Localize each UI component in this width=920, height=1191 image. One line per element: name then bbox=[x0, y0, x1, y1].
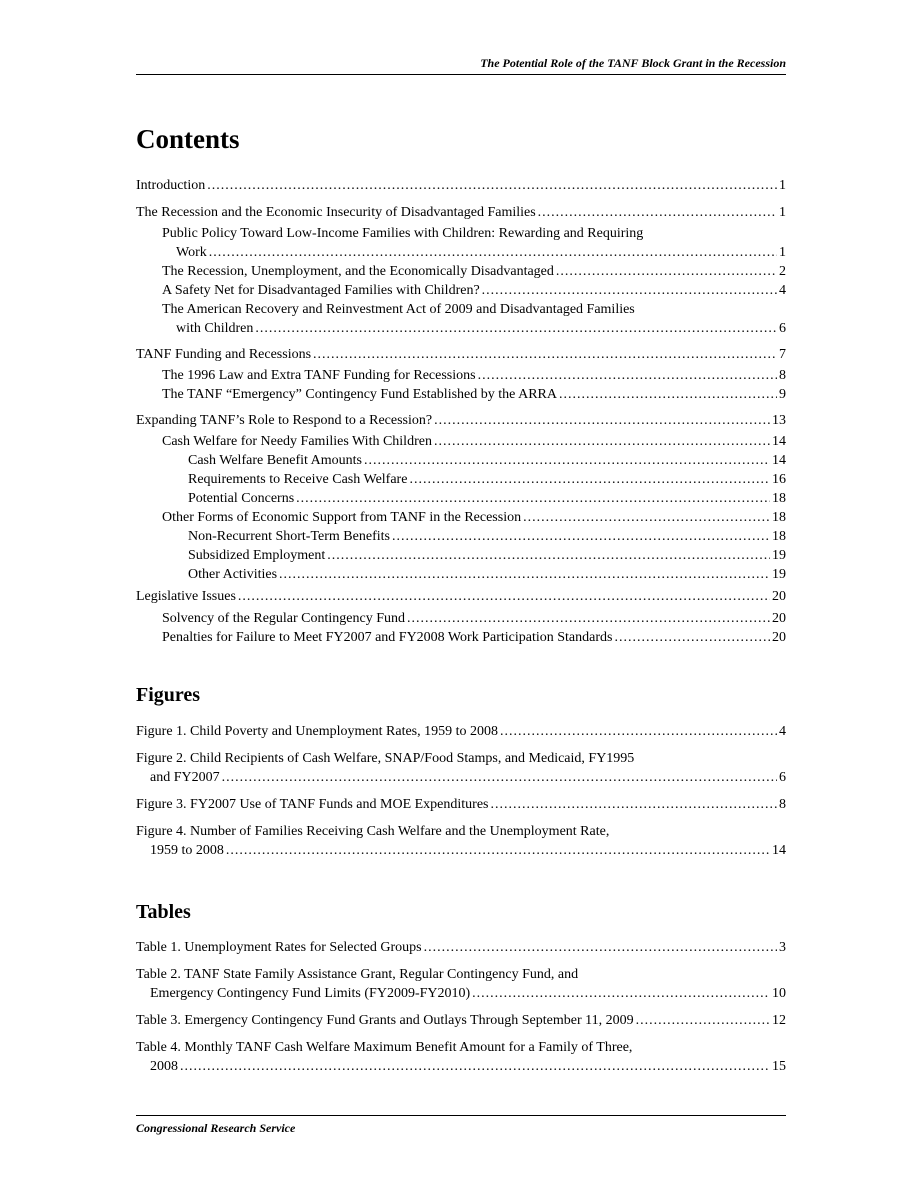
toc-entry[interactable]: The Recession, Unemployment, and the Economically Disadvantaged ..... 2 bbox=[136, 262, 786, 281]
contents-list bbox=[136, 176, 786, 647]
figure-entry[interactable]: Figure 1. Child Poverty and Unemployment Rates, 1959 to 2008 ..... 4 bbox=[136, 722, 786, 741]
toc-entry[interactable]: Subsidized Employment ..... 19 bbox=[136, 546, 786, 565]
table-entry[interactable]: Table 4. Monthly TANF Cash Welfare Maximum Benefit Amount for a Family of Three, 2008 ..... 15 bbox=[136, 1038, 786, 1076]
toc-entry[interactable]: Other Activities ..... 19 bbox=[136, 565, 786, 584]
toc-entry[interactable]: Legislative Issues ..... 20 bbox=[136, 587, 786, 606]
figure-entry[interactable]: Figure 4. Number of Families Receiving Cash Welfare and the Unemployment Rate, 1959 to 2008 ..... 14 bbox=[136, 822, 786, 860]
toc-entry[interactable]: The Recession and the Economic Insecurity of Disadvantaged Families ..... 1 bbox=[136, 203, 786, 222]
toc-entry[interactable]: Solvency of the Regular Contingency Fund ..... 20 bbox=[136, 609, 786, 628]
table-entry[interactable]: Table 3. Emergency Contingency Fund Grants and Outlays Through September 11, 2009 ..... 12 bbox=[136, 1011, 786, 1030]
toc-entry[interactable]: The TANF “Emergency” Contingency Fund Established by the ARRA ..... 9 bbox=[136, 385, 786, 404]
figure-entry[interactable]: Figure 3. FY2007 Use of TANF Funds and MOE Expenditures ..... 8 bbox=[136, 795, 786, 814]
toc-entry[interactable]: Public Policy Toward Low-Income Families with Children: Rewarding and Requiring Work ..... 1 bbox=[136, 224, 786, 262]
toc-entry[interactable]: Other Forms of Economic Support from TANF in the Recession ..... 18 bbox=[136, 508, 786, 527]
running-head: The Potential Role of the TANF Block Grant in the Recession bbox=[136, 54, 786, 75]
table-entry[interactable]: Table 1. Unemployment Rates for Selected Groups ..... 3 bbox=[136, 938, 786, 957]
toc-entry[interactable]: Penalties for Failure to Meet FY2007 and FY2008 Work Participation Standards ..... 20 bbox=[136, 628, 786, 647]
toc-entry[interactable]: Potential Concerns ..... 18 bbox=[136, 489, 786, 508]
footer-text: Congressional Research Service bbox=[136, 1121, 296, 1135]
toc-entry[interactable]: Expanding TANF’s Role to Respond to a Recession? ..... 13 bbox=[136, 411, 786, 430]
toc-entry[interactable]: TANF Funding and Recessions ..... 7 bbox=[136, 345, 786, 364]
tables-heading: Tables bbox=[136, 901, 191, 923]
toc-entry[interactable]: Cash Welfare for Needy Families With Children ..... 14 bbox=[136, 432, 786, 451]
toc-entry[interactable]: Non-Recurrent Short-Term Benefits ..... 18 bbox=[136, 527, 786, 546]
figure-entry[interactable]: Figure 2. Child Recipients of Cash Welfare, SNAP/Food Stamps, and Medicaid, FY1995 and FY2007 ..... 6 bbox=[136, 749, 786, 787]
contents-heading: Contents bbox=[136, 124, 240, 154]
toc-entry[interactable]: The 1996 Law and Extra TANF Funding for Recessions ..... 8 bbox=[136, 366, 786, 385]
toc-entry[interactable]: Introduction ..... 1 bbox=[136, 176, 786, 195]
tables-list bbox=[136, 938, 786, 1076]
toc-entry[interactable]: A Safety Net for Disadvantaged Families with Children? ..... 4 bbox=[136, 281, 786, 300]
toc-entry[interactable]: The American Recovery and Reinvestment Act of 2009 and Disadvantaged Families with Children ..... 6 bbox=[136, 300, 786, 338]
table-entry[interactable]: Table 2. TANF State Family Assistance Grant, Regular Contingency Fund, and Emergency Contingency Fund Limits (FY2009-FY2010) ..... 10 bbox=[136, 965, 786, 1003]
figures-heading: Figures bbox=[136, 684, 201, 706]
footer-rule bbox=[136, 1115, 786, 1116]
toc-entry[interactable]: Requirements to Receive Cash Welfare ..... 16 bbox=[136, 470, 786, 489]
figures-list bbox=[136, 722, 786, 860]
toc-entry[interactable]: Cash Welfare Benefit Amounts ..... 14 bbox=[136, 451, 786, 470]
